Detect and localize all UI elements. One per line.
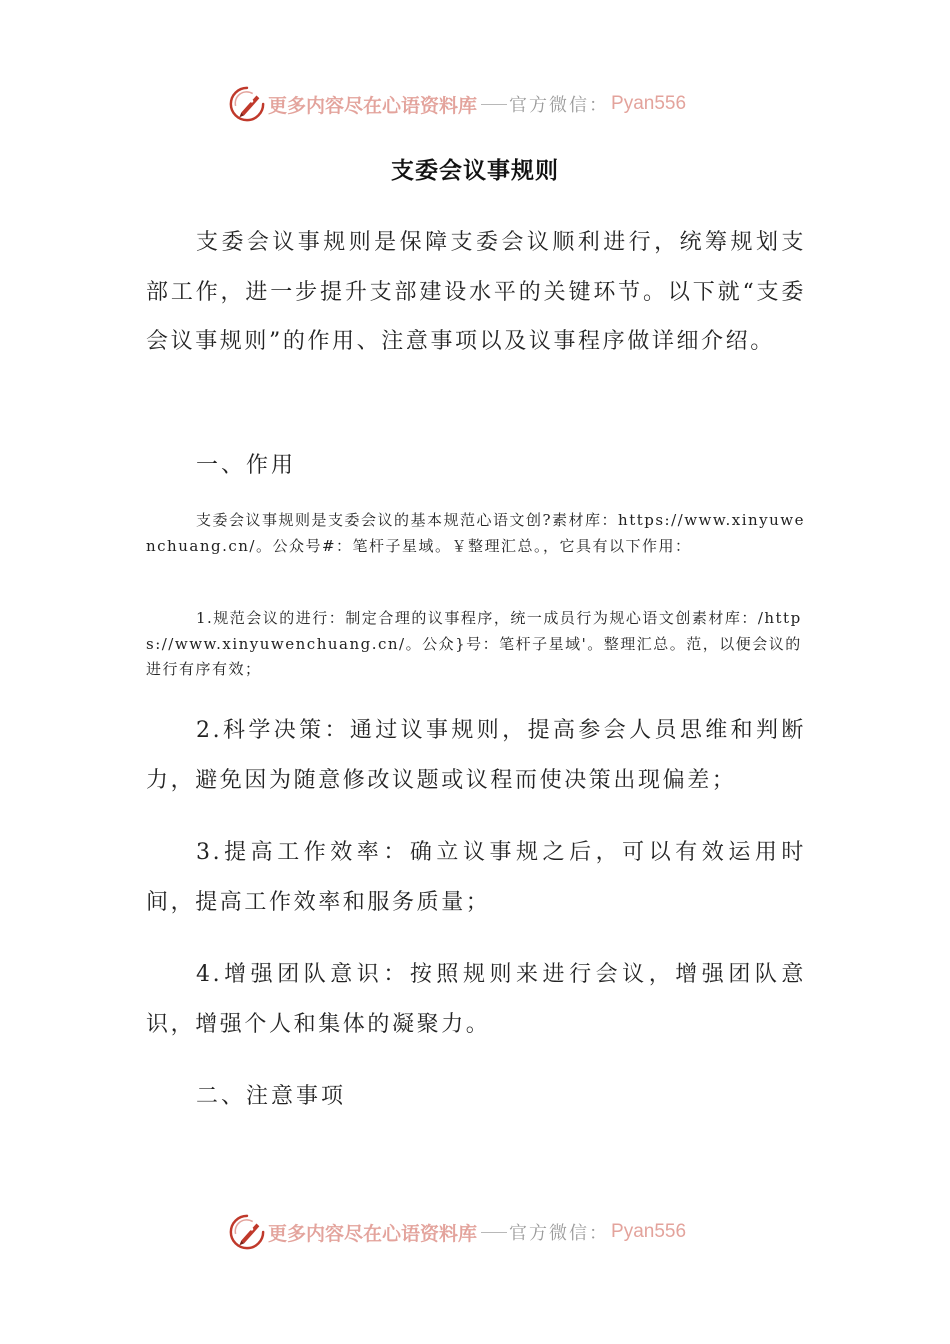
banner-wechat-id: Pyan556 — [611, 1221, 687, 1242]
list-item-2: 2.科学决策：通过议事规则，提高参会人员思维和判断力，避免因为随意修改议题或议程而使决策出现偏差； — [146, 718, 806, 793]
document-title: 支委会议事规则 — [391, 157, 559, 184]
header-banner — [228, 84, 748, 124]
section-heading-role: 一、作用 — [196, 453, 297, 478]
pen-nib-logo-icon — [228, 85, 266, 123]
list-item-1: 1.规范会议的进行：制定合理的议事程序，统一成员行为规心语文创素材库：/https://www.xinyuwenchuang.cn/。公众}号：笔杆子星域'。整理汇总。范，以便会议的进行有序有效； — [146, 609, 802, 678]
banner-brand-text: 更多内容尽在心语资料库 — [268, 94, 478, 117]
role-paragraph: 支委会议事规则是支委会议的基本规范心语文创?素材库：https://www.xinyuwenchuang.cn/。公众号#：笔杆子星域。￥整理汇总。，它具有以下作用： — [146, 511, 805, 555]
list-item-4: 4.增强团队意识：按照规则来进行会议，增强团队意识，增强个人和集体的凝聚力。 — [146, 962, 806, 1037]
section-heading-notes: 二、注意事项 — [196, 1084, 347, 1109]
banner-brand-text: 更多内容尽在心语资料库 — [268, 1222, 478, 1245]
pen-nib-logo-icon — [228, 1213, 266, 1251]
banner-dash — [481, 104, 507, 105]
banner-official-label: 官方微信： — [509, 1223, 610, 1244]
banner-dash — [481, 1232, 507, 1233]
footer-banner — [228, 1212, 748, 1252]
banner-wechat-id: Pyan556 — [611, 93, 687, 114]
list-item-3: 3.提高工作效率：确立议事规之后，可以有效运用时间，提高工作效率和服务质量； — [146, 840, 806, 915]
banner-official-label: 官方微信： — [509, 95, 610, 116]
intro-paragraph: 支委会议事规则是保障支委会议顺利进行，统筹规划支部工作，进一步提升支部建设水平的关键环节。以下就“支委会议事规则”的作用、注意事项以及议事程序做详细介绍。 — [146, 230, 806, 354]
